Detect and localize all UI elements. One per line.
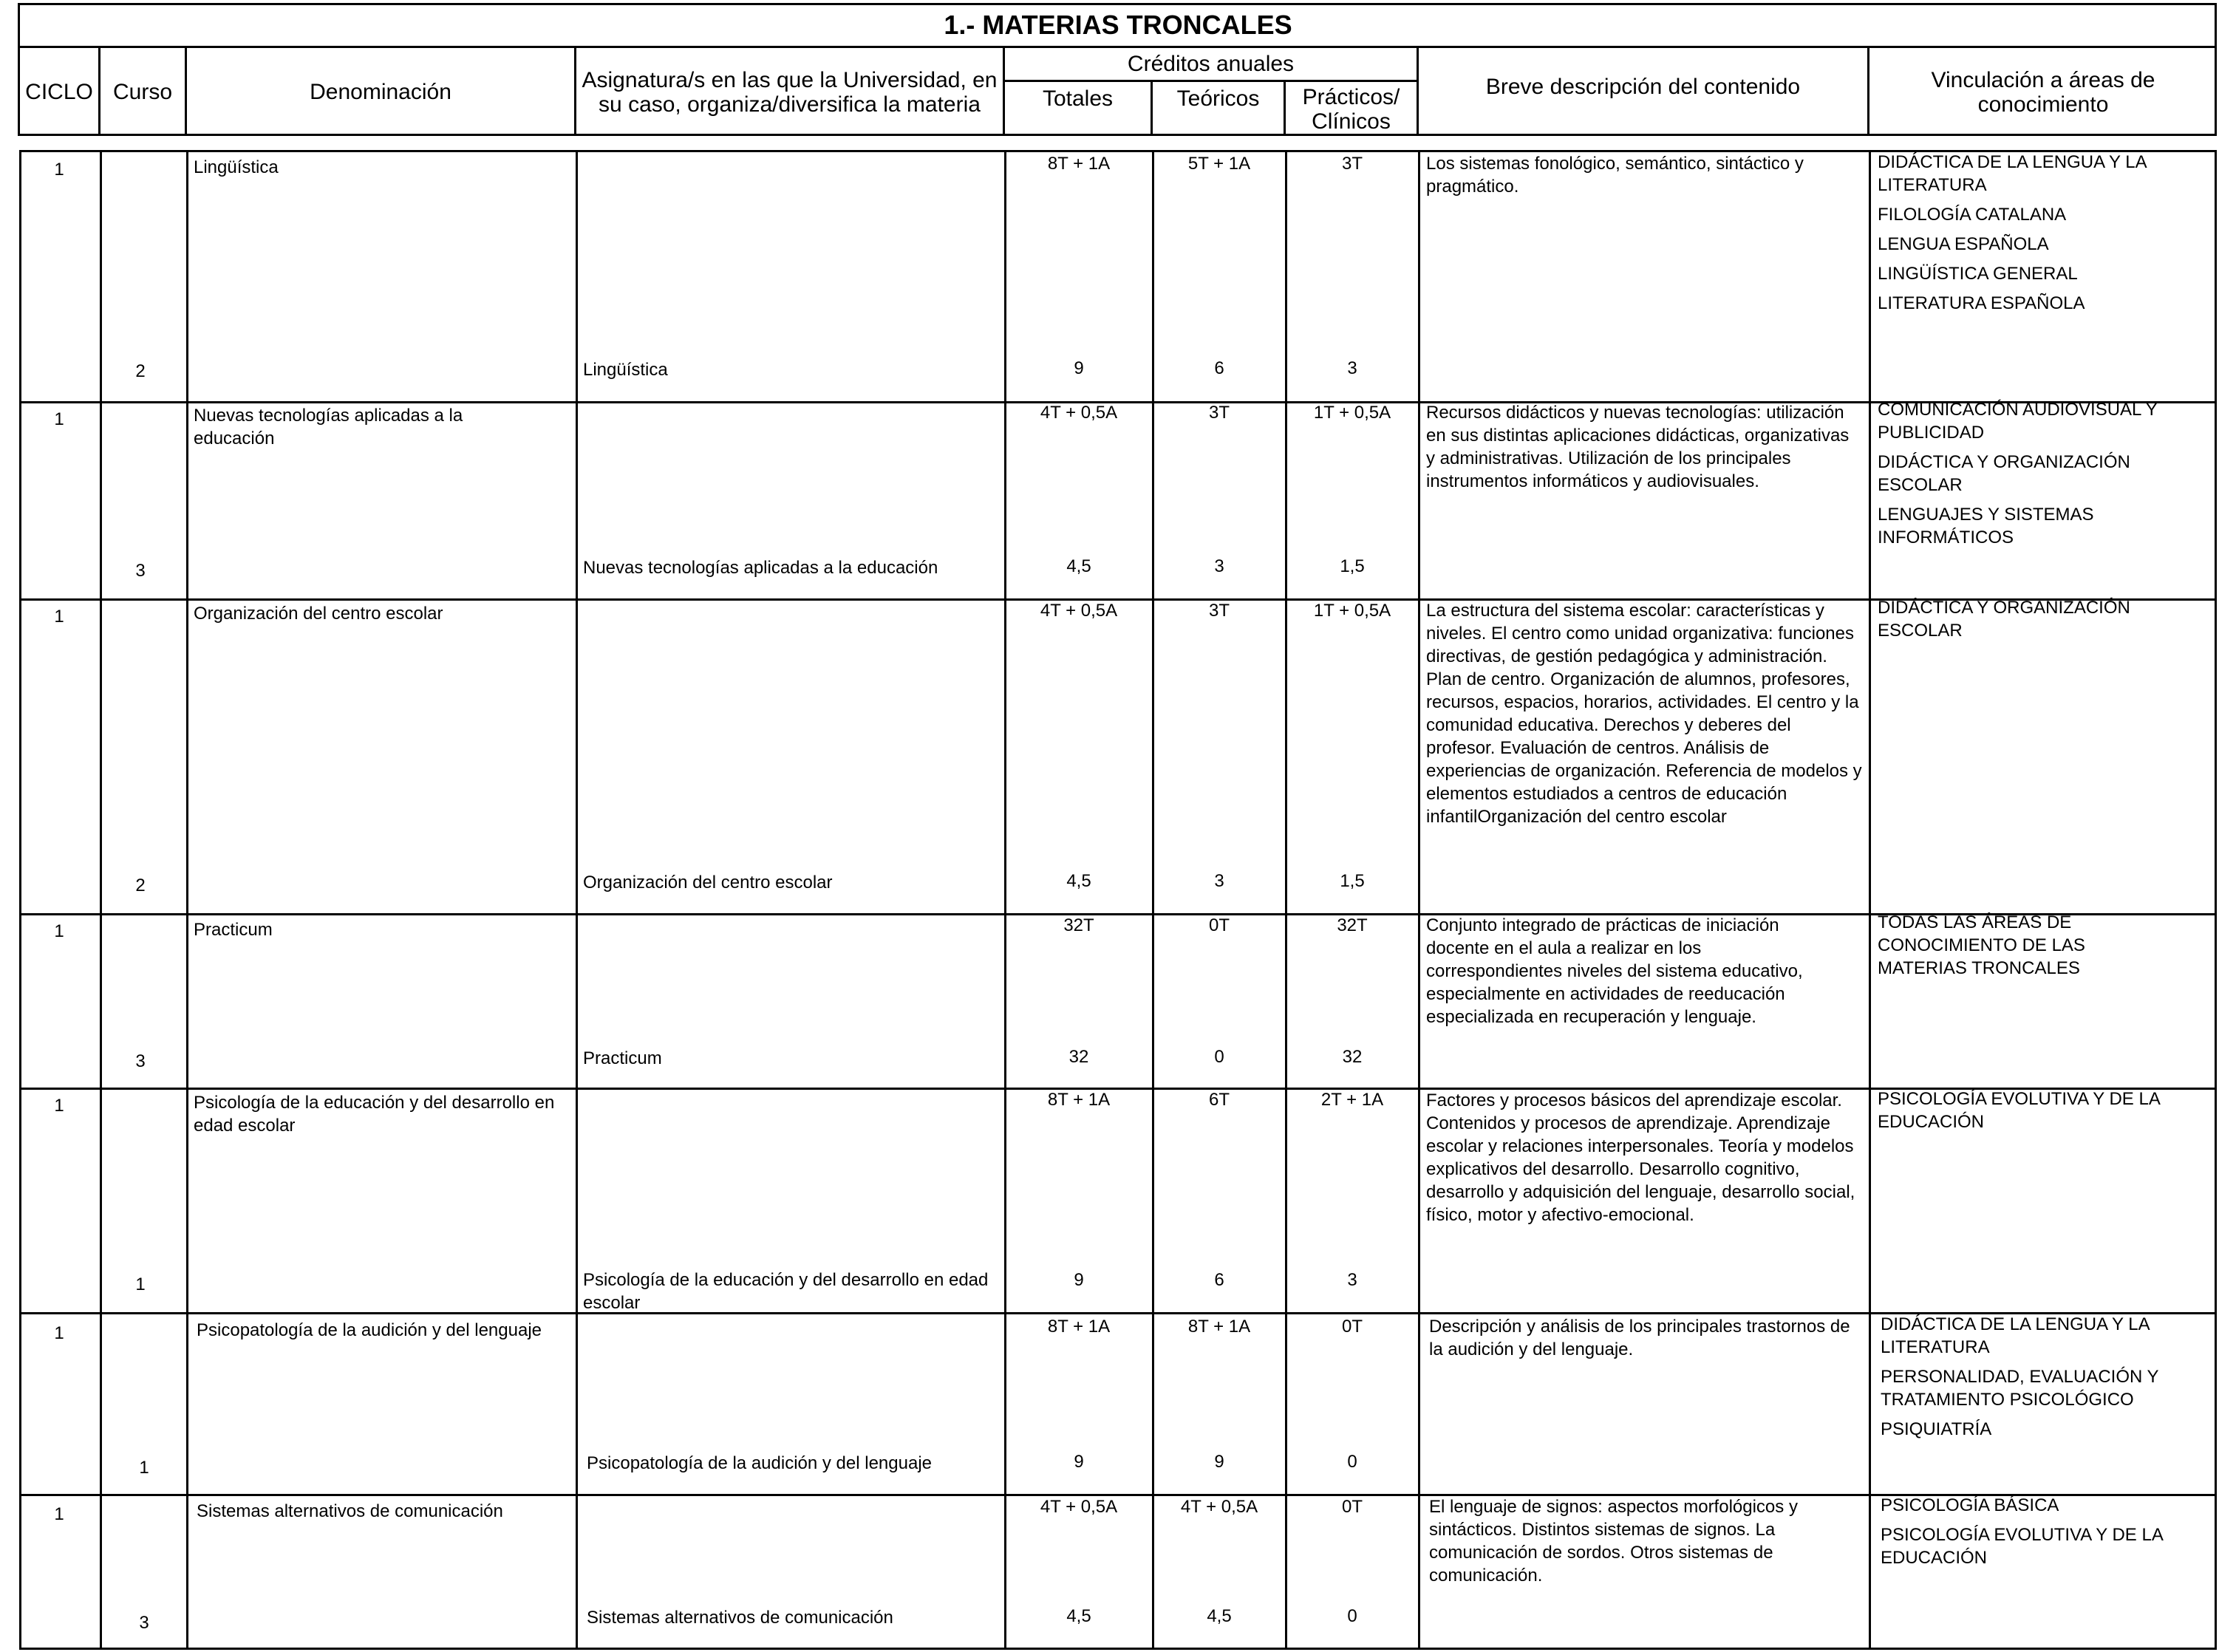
area-item: LITERATURA ESPAÑOLA <box>1878 293 2085 313</box>
teoricos-value: 5T + 1A <box>1187 154 1251 174</box>
col-sep <box>1285 150 1287 1650</box>
areas-list <box>1878 151 2210 321</box>
area-item: PERSONALIDAD, EVALUACIÓN Y TRATAMIENTO PSICOLÓGICO <box>1881 1367 2159 1410</box>
practicos-value: 32T <box>1337 915 1368 935</box>
curso-value: 3 <box>135 1051 146 1071</box>
practicos-asig-value: 1,5 <box>1340 871 1365 891</box>
totales-value: 4T + 0,5A <box>1040 1497 1118 1517</box>
page-title: 1.- MATERIAS TRONCALES <box>944 10 1292 40</box>
descripcion-value: Recursos didácticos y nuevas tecnologías: utilización en sus distintas aplicaciones didácticas, organizativas y administrativas. Utilización de los principales instrumentos informáticos y audiovisuales. <box>1426 403 1850 491</box>
descripcion-value: Los sistemas fonológico, semántico, sintáctico y pragmático. <box>1426 154 1804 197</box>
area-item: PSICOLOGÍA EVOLUTIVA Y DE LA EDUCACIÓN <box>1878 1089 2160 1132</box>
ciclo-value: 1 <box>54 409 64 429</box>
teoricos-asig-value: 3 <box>1214 871 1224 891</box>
curso-value: 3 <box>139 1613 149 1633</box>
curso-value: 1 <box>135 1274 146 1294</box>
practicos-asig-value: 3 <box>1347 1270 1357 1290</box>
practicos-value: 3T <box>1341 154 1363 174</box>
totales-asig-value: 4,5 <box>1066 1606 1091 1626</box>
areas-list <box>1881 1313 2213 1447</box>
asignatura-value: Psicopatología de la audición y del lenguaje <box>587 1453 933 1473</box>
practicos-asig-value: 1,5 <box>1340 556 1365 576</box>
totales-value: 4T + 0,5A <box>1040 601 1118 621</box>
header-curso: Curso <box>112 80 173 104</box>
teoricos-value: 8T + 1A <box>1187 1317 1251 1337</box>
ciclo-value: 1 <box>54 921 64 941</box>
area-item: LENGUAJES Y SISTEMAS INFORMÁTICOS <box>1878 505 2094 547</box>
descripcion-value: El lenguaje de signos: aspectos morfológicos y sintácticos. Distintos sistemas de signos. La comunicación de sordos. Otros sistemas de comunicación. <box>1429 1497 1798 1586</box>
teoricos-value: 0T <box>1208 915 1230 935</box>
totales-value: 4T + 0,5A <box>1040 403 1118 423</box>
areas-list <box>1878 596 2210 649</box>
denominacion-value: Lingüística <box>194 157 279 177</box>
descripcion-value: La estructura del sistema escolar: características y niveles. El centro como unidad organizativa: funciones directivas, de gestión pedagógica y administración. Plan de centro. Organización de alumnos, profesores, recursos, espacios, horarios, actividades. El centro y la comunidad educativa. Derechos y deberes del profesor. Evaluación de centros. Análisis de experiencias de organización. Referencia de modelos y elementos estudiados a centros de educación infantilOrganización del centro escolar <box>1426 601 1862 827</box>
teoricos-asig-value: 6 <box>1214 1270 1224 1290</box>
asignatura-value: Nuevas tecnologías aplicadas a la educación <box>583 558 938 578</box>
denominacion-value: Nuevas tecnologías aplicadas a la educación <box>194 406 463 448</box>
practicos-value: 0T <box>1341 1497 1363 1517</box>
area-item: DIDÁCTICA Y ORGANIZACIÓN ESCOLAR <box>1878 452 2130 495</box>
curso-value: 3 <box>135 561 146 581</box>
teoricos-asig-value: 0 <box>1214 1047 1224 1067</box>
denominacion-value: Psicopatología de la audición y del lenguaje <box>197 1320 542 1340</box>
asignatura-value: Psicología de la educación y del desarrollo en edad escolar <box>583 1270 989 1313</box>
area-item: PSIQUIATRÍA <box>1881 1419 1992 1439</box>
teoricos-asig-value: 9 <box>1214 1452 1224 1472</box>
col-sep <box>1152 150 1154 1650</box>
header-vinculacion: Vinculación a áreas de conocimiento <box>1931 67 2155 117</box>
totales-value: 8T + 1A <box>1047 1317 1111 1337</box>
denominacion-value: Practicum <box>194 920 273 940</box>
teoricos-asig-value: 6 <box>1214 358 1224 378</box>
header-practicos: Prácticos/ Clínicos <box>1302 84 1400 134</box>
col-sep <box>100 150 102 1650</box>
area-item: DIDÁCTICA DE LA LENGUA Y LA LITERATURA <box>1878 152 2147 195</box>
ciclo-value: 1 <box>54 1323 64 1343</box>
header-teoricos: Teóricos <box>1176 86 1260 111</box>
col-sep <box>1869 150 1871 1650</box>
areas-list <box>1881 1494 2213 1576</box>
col-sep <box>576 150 578 1650</box>
curso-value: 2 <box>135 361 146 381</box>
area-item: LINGÜÍSTICA GENERAL <box>1878 264 2078 284</box>
header-ciclo: CICLO <box>25 80 93 104</box>
ciclo-value: 1 <box>54 1096 64 1116</box>
areas-list <box>1878 911 2144 986</box>
denominacion-value: Organización del centro escolar <box>194 604 443 624</box>
area-item: DIDÁCTICA DE LA LENGUA Y LA LITERATURA <box>1881 1314 2150 1357</box>
ciclo-value: 1 <box>54 160 64 180</box>
area-item: TODAS LAS ÁREAS DE CONOCIMIENTO DE LAS MATERIAS TRONCALES <box>1878 912 2085 978</box>
totales-value: 32T <box>1063 915 1094 935</box>
ciclo-value: 1 <box>54 607 64 627</box>
totales-value: 8T + 1A <box>1047 154 1111 174</box>
denominacion-value: Psicología de la educación y del desarrollo en edad escolar <box>194 1093 555 1136</box>
descripcion-value: Descripción y análisis de los principales trastornos de la audición y del lenguaje. <box>1429 1317 1850 1359</box>
teoricos-value: 3T <box>1208 403 1230 423</box>
descripcion-value: Factores y procesos básicos del aprendizaje escolar. Contenidos y procesos de aprendizaje. Aprendizaje escolar y relaciones interpersonales. Teoría y modelos explicativos del desarrollo. Desarrollo cognitivo, desarrollo y adquisición del lenguaje, desarrollo social, físico, motor y afectivo-emocional. <box>1426 1090 1855 1225</box>
teoricos-asig-value: 3 <box>1214 556 1224 576</box>
totales-asig-value: 4,5 <box>1066 871 1091 891</box>
practicos-asig-value: 0 <box>1347 1452 1357 1472</box>
curso-value: 2 <box>135 876 146 895</box>
practicos-asig-value: 32 <box>1342 1047 1363 1067</box>
totales-value: 8T + 1A <box>1047 1090 1111 1110</box>
col-sep <box>186 150 188 1650</box>
teoricos-value: 4T + 0,5A <box>1180 1497 1258 1517</box>
area-item: PSICOLOGÍA BÁSICA <box>1881 1495 2059 1515</box>
header-asignatura: Asignatura/s en las que la Universidad, en su caso, organiza/diversifica la materia <box>582 67 998 117</box>
area-item: LENGUA ESPAÑOLA <box>1878 234 2049 254</box>
areas-list <box>1878 398 2210 556</box>
teoricos-value: 6T <box>1208 1090 1230 1110</box>
area-item: COMUNICACIÓN AUDIOVISUAL Y PUBLICIDAD <box>1878 400 2158 443</box>
col-sep <box>1418 150 1420 1650</box>
header-denominacion: Denominación <box>310 80 451 104</box>
teoricos-value: 3T <box>1208 601 1230 621</box>
practicos-value: 1T + 0,5A <box>1313 601 1391 621</box>
totales-asig-value: 9 <box>1074 1270 1084 1290</box>
denominacion-value: Sistemas alternativos de comunicación <box>197 1501 503 1521</box>
header-totales: Totales <box>1042 86 1114 111</box>
practicos-asig-value: 0 <box>1347 1606 1357 1626</box>
area-item: PSICOLOGÍA EVOLUTIVA Y DE LA EDUCACIÓN <box>1881 1525 2163 1568</box>
curso-value: 1 <box>139 1458 149 1478</box>
descripcion-value: Conjunto integrado de prácticas de iniciación docente en el aula a realizar en los correspondientes niveles del sistema educativo, especialmente en actividades de reeducación especializada en recuperación y lenguaje. <box>1426 915 1803 1027</box>
asignatura-value: Lingüística <box>583 360 668 380</box>
header-creditos: Créditos anuales <box>1127 52 1295 76</box>
area-item: DIDÁCTICA Y ORGANIZACIÓN ESCOLAR <box>1878 598 2130 641</box>
ciclo-value: 1 <box>54 1504 64 1524</box>
practicos-value: 1T + 0,5A <box>1313 403 1391 423</box>
asignatura-value: Organización del centro escolar <box>583 873 833 892</box>
asignatura-value: Sistemas alternativos de comunicación <box>587 1608 893 1628</box>
areas-list <box>1878 1088 2210 1140</box>
teoricos-asig-value: 4,5 <box>1207 1606 1232 1626</box>
practicos-value: 2T + 1A <box>1320 1090 1384 1110</box>
asignatura-value: Practicum <box>583 1048 662 1068</box>
header-descripcion: Breve descripción del contenido <box>1485 75 1801 99</box>
totales-asig-value: 4,5 <box>1066 556 1091 576</box>
area-item: FILOLOGÍA CATALANA <box>1878 205 2067 225</box>
totales-asig-value: 32 <box>1068 1047 1089 1067</box>
practicos-asig-value: 3 <box>1347 358 1357 378</box>
totales-asig-value: 9 <box>1074 358 1084 378</box>
col-sep <box>1004 150 1006 1650</box>
totales-asig-value: 9 <box>1074 1452 1084 1472</box>
practicos-value: 0T <box>1341 1317 1363 1337</box>
